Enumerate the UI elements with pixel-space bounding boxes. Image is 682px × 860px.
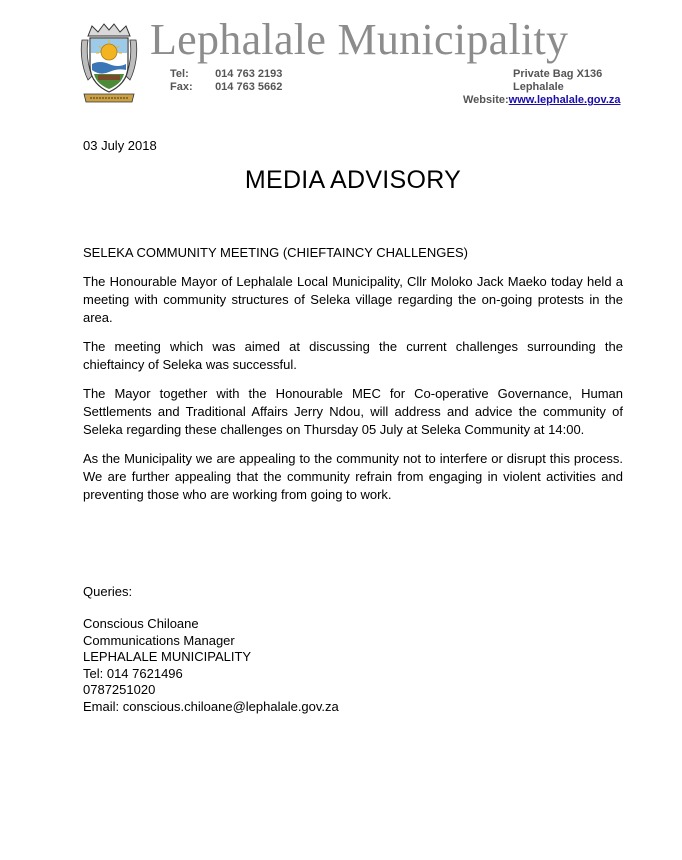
subject-line: SELEKA COMMUNITY MEETING (CHIEFTAINCY CHALLENGES) [83, 245, 469, 260]
contact-name: Conscious Chiloane [83, 616, 199, 631]
contact-block-left [170, 68, 282, 94]
address-line-2: Lephalale [513, 81, 564, 93]
document-heading: MEDIA ADVISORY [244, 166, 462, 194]
municipality-crest-logo [80, 22, 138, 108]
crest-sun [101, 44, 117, 60]
fax-line [170, 81, 282, 94]
tel-label: Tel: [170, 68, 189, 80]
paragraph: The Mayor together with the Honourable MEC for Co-operative Governance, Human Settlements and Traditional Affairs Jerry Ndou, will address and advice the community of Seleka regarding these challenges on Thursday 05 July at Seleka Community at 14:00. [83, 386, 623, 437]
crest-crown [88, 24, 130, 36]
tel-line [170, 68, 282, 81]
website-link[interactable]: www.lephalale.gov.za [508, 94, 621, 106]
tel-value: 014 763 2193 [215, 68, 283, 80]
municipality-title: Lephalale Municipality [150, 15, 569, 64]
paragraph: The meeting which was aimed at discussing the current challenges surrounding the chieftaincy of Seleka was successful. [83, 339, 623, 372]
website-label: Website: [463, 94, 509, 106]
contact-mobile: 0787251020 [83, 682, 156, 697]
contact-tel: Tel: 014 7621496 [83, 665, 183, 681]
paragraph: The Honourable Mayor of Lephalale Local Municipality, Cllr Moloko Jack Maeko today held a meeting with community structures of Seleka village regarding the on-going protests in the area. [83, 274, 623, 325]
contact-email[interactable]: Email: conscious.chiloane@lephalale.gov.za [83, 698, 339, 714]
contact-block-right [463, 68, 623, 107]
contact-signoff [83, 616, 339, 715]
contact-position: Communications Manager [83, 632, 235, 648]
queries-label: Queries: [83, 584, 133, 599]
fax-label: Fax: [170, 81, 193, 93]
document-date: 03 July 2018 [83, 138, 157, 153]
contact-organisation: LEPHALALE MUNICIPALITY [83, 649, 252, 664]
document-body [83, 244, 623, 515]
paragraph: As the Municipality we are appealing to the community not to interfere or disrupt this process. We are further appealing that the community refrain from engaging in violent activities and preventing those who are working from going to work. [83, 451, 623, 502]
fax-value: 014 763 5662 [215, 81, 283, 93]
crest-bar [98, 75, 120, 80]
address-line-1: Private Bag X136 [513, 68, 603, 80]
website-line [463, 94, 623, 107]
